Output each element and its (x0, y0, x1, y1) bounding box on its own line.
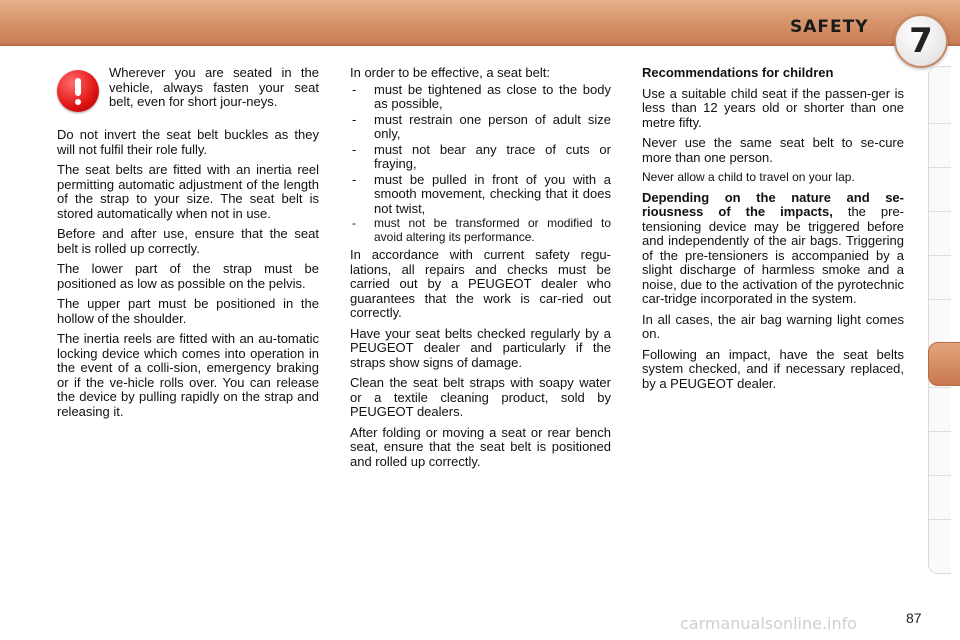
list-item: - must not be transformed or modified to avoid altering its performance. (350, 217, 611, 244)
tab-divider (929, 211, 951, 212)
column-right (642, 66, 904, 397)
tab-divider (929, 519, 951, 520)
exclamation-dot (75, 99, 81, 105)
paragraph: After folding or moving a seat or rear bench seat, ensure that the seat belt is positioned and rolled up correctly. (350, 424, 611, 469)
tab-divider (929, 123, 951, 124)
paragraph: Clean the seat belt straps with soapy water or a textile cleaning product, sold by PEUGEOT dealers. (350, 375, 611, 419)
column-left (57, 66, 319, 425)
warning-text: Wherever you are seated in the vehicle, always fasten your seat belt, even for short jour-neys. (109, 65, 319, 109)
paragraph: In accordance with current safety regu-lations, all repairs and checks must be carried out by a PEUGEOT dealer who guarantees that the work is car-ried out correctly. (350, 247, 611, 320)
paragraph: Never allow a child to travel on your lap. (642, 170, 855, 184)
chapter-tab-strip (928, 66, 951, 574)
tab-divider (929, 167, 951, 168)
seat-belt-requirements-list (350, 83, 611, 245)
list-item: - must not bear any trace of cuts or fraying, (350, 143, 611, 172)
paragraph-rest: the pre-tensioning device may be triggered before and independently of the air bags. Triggering of the pre-tensioners is accompanied by a slight discharge of harmless smoke and a noise, due to the activation of the pyrotechnic car-tridge incorporated in the system. (642, 204, 904, 306)
paragraph: Following an impact, have the seat belts system checked, and if necessary replaced, by a PEUGEOT dealer. (642, 346, 904, 391)
tab-divider (929, 255, 951, 256)
section-heading: Recommendations for children (642, 65, 834, 80)
chapter-number-badge: 7 (894, 14, 948, 68)
tab-divider (929, 299, 951, 300)
page-number: 87 (906, 610, 922, 626)
exclamation-bar (75, 78, 81, 96)
bold-lead: Depending on the nature and se-riousness of the impacts, (642, 189, 904, 219)
tab-divider (929, 387, 951, 388)
column-middle (350, 66, 611, 475)
tab-divider (929, 475, 951, 476)
list-item: - must be tightened as close to the body as possible, (350, 83, 611, 112)
tab-divider (929, 431, 951, 432)
paragraph: Do not invert the seat belt buckles as they will not fulfil their role fully. (57, 127, 319, 157)
paragraph-intro: In order to be effective, a seat belt: (350, 65, 550, 80)
paragraph: The inertia reels are fitted with an au-tomatic locking device which comes into operation in the event of a colli-sion, emergency braking or if the ve-hicle rolls over. You can release the device by pulling rapidly on the strap and releasing it. (57, 331, 319, 419)
paragraph: The seat belts are fitted with an inertia reel permitting automatic adjustment of the length of the strap to your size. The seat belt is stored automatically when not in use. (57, 162, 319, 221)
paragraph: Never use the same seat belt to se-cure more than one person. (642, 135, 904, 165)
list-item: - must be pulled in front of you with a smooth movement, checking that it does not twist, (350, 173, 611, 217)
exclamation-warning-icon (57, 70, 99, 112)
paragraph: In all cases, the air bag warning light comes on. (642, 311, 904, 341)
active-chapter-tab[interactable] (928, 342, 960, 386)
paragraph: Use a suitable child seat if the passen-ger is less than 12 years old or shorter than one metre fifty. (642, 85, 904, 130)
paragraph: The upper part must be positioned in the hollow of the shoulder. (57, 296, 319, 326)
section-title: SAFETY (790, 17, 869, 37)
paragraph: Before and after use, ensure that the seat belt is rolled up correctly. (57, 226, 319, 256)
paragraph (642, 191, 904, 307)
warning-block (57, 66, 319, 128)
paragraph: The lower part of the strap must be positioned as low as possible on the pelvis. (57, 261, 319, 291)
watermark: carmanualsonline.info (680, 614, 858, 633)
list-item: - must restrain one person of adult size only, (350, 113, 611, 142)
paragraph: Have your seat belts checked regularly by a PEUGEOT dealer and particularly if the straps show signs of damage. (350, 325, 611, 370)
